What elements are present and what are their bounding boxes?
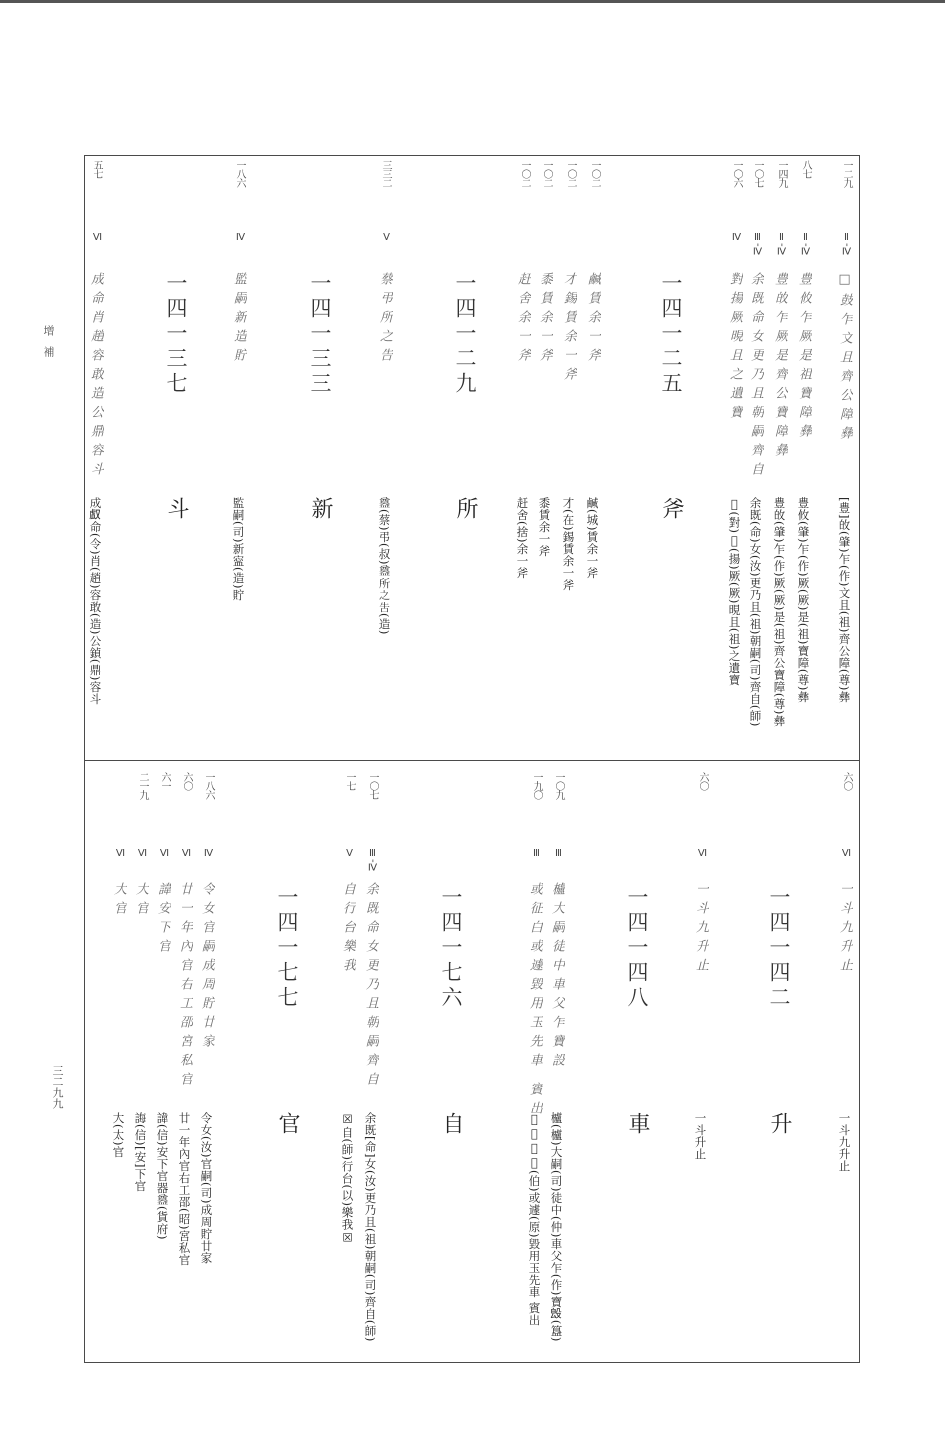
transcription: 廿一年內官右工邵(昭)宮私官 <box>177 1112 192 1266</box>
period-mark: Ⅵ <box>115 848 126 859</box>
transcription: 𢼸(對)𢼸(揚)厥(厥)晛且(祖)之遺寶 <box>727 497 742 686</box>
entry-heading-number: 一四一二五 <box>659 272 683 397</box>
transcription: 誨(信)[安]下官 <box>133 1112 148 1192</box>
entry-number: 一八六 <box>203 772 214 799</box>
entry-number: 一二九 <box>841 160 852 187</box>
period-mark: Ⅲ-Ⅳ <box>367 848 378 874</box>
transcription: 𢼸或征白(伯)或遽(原)毀用玉先車 賓出 <box>527 1112 542 1327</box>
entry-heading-char: 車 <box>625 1112 650 1134</box>
transcription: 一斗升止 <box>693 1112 708 1160</box>
transcription: 余既[命]女(汝)更乃且(祖)朝嗣(司)齊自(師) <box>363 1112 378 1342</box>
entry-number: 二一九 <box>137 772 148 799</box>
transcription: 豊攸(肇)乍(作)厥(厥)是(祖)寶障(尊)彝 <box>796 497 811 703</box>
entry-number: 一〇二 <box>589 160 600 187</box>
entry-number: 六〇 <box>181 772 192 790</box>
period-mark: Ⅱ-Ⅳ <box>800 232 811 258</box>
entry-heading-char: 斗 <box>164 497 189 519</box>
archaic-inscription: 櫨大嗣徒中車父乍寶設 <box>549 882 564 1072</box>
entry-number: 三三二 <box>380 160 391 187</box>
entry-heading-char: 自 <box>439 1112 464 1134</box>
entry-heading-char: 斧 <box>659 497 684 519</box>
entry-heading-char: 官 <box>275 1112 300 1134</box>
archaic-inscription: 對揚厥晛且之遺寶 <box>727 272 742 424</box>
transcription: 令女(汝)官嗣(司)成周貯廿家 <box>199 1112 214 1264</box>
archaic-inscription: 鹹賃余一斧 <box>585 272 600 367</box>
archaic-inscription: 余既命女更乃且朝嗣齊自 <box>363 882 378 1091</box>
archaic-inscription: 監嗣新造貯 <box>231 272 246 367</box>
archaic-inscription: 一斗九升止 <box>693 882 708 977</box>
entry-number: 一〇二 <box>565 160 576 187</box>
entry-heading-char: 所 <box>453 497 478 519</box>
top-border <box>0 0 945 3</box>
entry-number: 一七 <box>344 772 355 790</box>
transcription: 才(在)錫賃余一斧 <box>561 497 576 591</box>
period-mark: Ⅱ-Ⅳ <box>776 232 787 258</box>
archaic-inscription: 豊敀乍厥是齊公寶障彝 <box>772 272 787 462</box>
transcription: 黍賃余一斧 <box>537 497 552 557</box>
entry-number: 一〇六 <box>731 160 742 187</box>
entry-number: 六〇 <box>697 772 708 790</box>
transcription: 櫨(櫨)大嗣(司)徒中(仲)車父乍(作)寶𣪕(簋) <box>549 1112 564 1342</box>
period-mark: Ⅲ-Ⅳ <box>752 232 763 258</box>
entry-number: 一〇七 <box>367 772 378 799</box>
transcription: 監嗣(司)新寍(造)貯 <box>231 497 246 601</box>
entry-heading-number: 一四一七六 <box>439 886 463 1011</box>
entry-heading-char: 新 <box>308 497 333 519</box>
period-mark: Ⅲ <box>553 848 564 859</box>
archaic-inscription: 廿一年內官右工邵宮私官 <box>177 882 192 1091</box>
archaic-inscription: 成命肖趙容敢造公鼎容斗 <box>88 272 103 481</box>
transcription: [豊]敀(肇)乍(作)文且(祖)齊公障(尊)彝 <box>837 497 852 703</box>
transcription: 成𠭯命(令)肖(趙)容敢(造)公鍞(鼎)容斗 <box>88 497 103 705</box>
entry-heading-char: 升 <box>767 1112 792 1134</box>
archaic-inscription: 或征白或遽毀用玉先車 賓出 <box>527 882 542 1121</box>
transcription: 一斗九升止 <box>837 1112 852 1172</box>
period-mark: Ⅴ <box>344 848 355 859</box>
transcription: 豊敀(肇)乍(作)厥(厥)是(祖)齊公寶障(尊)彝 <box>772 497 787 727</box>
transcription: 大(太)官 <box>111 1112 126 1158</box>
period-mark: Ⅵ <box>841 848 852 859</box>
page-number: 三二九九 <box>51 1065 64 1109</box>
archaic-inscription: 余既命女更乃且朝嗣齊自 <box>748 272 763 481</box>
transcription: ☒自(師)行台(以)樂我☒ <box>340 1112 355 1245</box>
period-mark: Ⅴ <box>381 232 392 243</box>
archaic-inscription: 大官 <box>111 882 126 920</box>
period-mark: Ⅳ <box>731 232 742 243</box>
transcription: 余既(命)女(汝)更乃且(祖)朝嗣(司)齊自(師) <box>748 497 763 727</box>
entry-number: 五七 <box>91 160 102 178</box>
entry-heading-number: 一四一二九 <box>453 272 477 397</box>
period-mark: Ⅱ-Ⅳ <box>841 232 852 258</box>
entry-number: 八七 <box>800 160 811 178</box>
entry-number: 六〇 <box>841 772 852 790</box>
archaic-inscription: 才錫賃余一斧 <box>561 272 576 386</box>
period-mark: Ⅵ <box>92 232 103 243</box>
entry-number: 一〇七 <box>752 160 763 187</box>
period-mark: Ⅲ <box>531 848 542 859</box>
archaic-inscription: 一斗九升止 <box>837 882 852 977</box>
archaic-inscription: 豊攸乍厥是祖寶障彝 <box>796 272 811 443</box>
entry-number: 六一 <box>159 772 170 790</box>
entry-number: 一四九 <box>776 160 787 187</box>
entry-heading-number: 一四一四二 <box>767 886 791 1011</box>
period-mark: Ⅵ <box>159 848 170 859</box>
archaic-inscription: 大官 <box>133 882 148 920</box>
period-mark: Ⅵ <box>137 848 148 859</box>
transcription: 赶舍(捨)余一斧 <box>515 497 530 579</box>
section-divider <box>84 760 860 761</box>
archaic-inscription: 赶舍余一斧 <box>515 272 530 367</box>
entry-number: 一九〇 <box>531 772 542 799</box>
period-mark: Ⅵ <box>697 848 708 859</box>
side-label: 增補 <box>42 325 55 367</box>
transcription: 諱(信)安下官器𥂴(貨府) <box>155 1112 170 1240</box>
archaic-inscription: 自行台樂我 <box>340 882 355 977</box>
transcription: 鹹(城)賃余一斧 <box>585 497 600 579</box>
entry-number: 一〇九 <box>553 772 564 799</box>
transcription: 𥂴(蔡)弔(叔)𥂴所之告(造) <box>377 497 392 635</box>
entry-heading-number: 一四一七七 <box>275 886 299 1011</box>
period-mark: Ⅵ <box>181 848 192 859</box>
entry-number: 一〇二 <box>519 160 530 187</box>
entry-heading-number: 一四一三三 <box>308 272 332 397</box>
archaic-inscription: 令女官嗣成周貯廿家 <box>199 882 214 1053</box>
period-mark: Ⅳ <box>235 232 246 243</box>
archaic-inscription: □鼓乍文且齊公障彝 <box>837 272 852 445</box>
entry-number: 一八六 <box>234 160 245 187</box>
archaic-inscription: 蔡弔所之告 <box>377 272 392 367</box>
archaic-inscription: 黍賃余一斧 <box>537 272 552 367</box>
entry-heading-number: 一四一三七 <box>164 272 188 397</box>
entry-heading-number: 一四一四八 <box>625 886 649 1011</box>
entry-number: 一〇二 <box>541 160 552 187</box>
period-mark: Ⅳ <box>203 848 214 859</box>
archaic-inscription: 諱安下官 <box>155 882 170 958</box>
